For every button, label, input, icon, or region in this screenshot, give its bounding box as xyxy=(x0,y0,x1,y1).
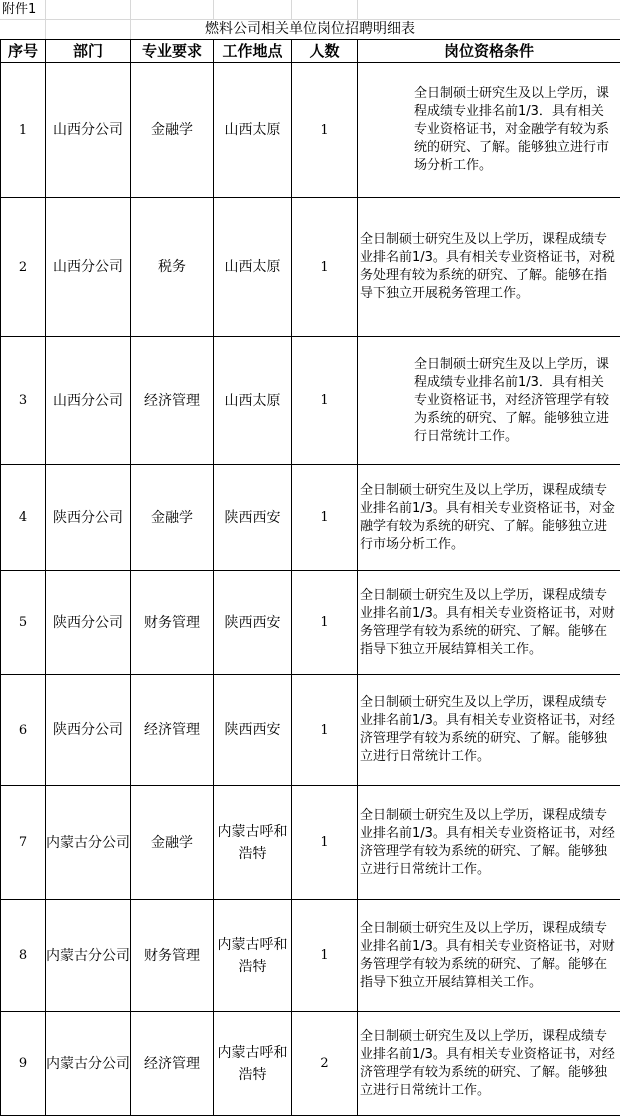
cell-requirements: 全日制硕士研究生及以上学历，课程成绩专业排名前1/3。具有相关专业资格证书，对财务管理学有较为系统的研究、了解。能够在指导下独立开展结算相关工作。 xyxy=(358,571,620,675)
cell-major: 财务管理 xyxy=(131,571,214,675)
cell-count: 1 xyxy=(292,571,358,675)
cell-seq: 9 xyxy=(1,1012,46,1116)
cell-major: 财务管理 xyxy=(131,900,214,1012)
table-row xyxy=(1,1012,620,1116)
cell-location: 陕西西安 xyxy=(214,675,292,786)
cell-requirements xyxy=(358,337,620,465)
cell-department: 陕西分公司 xyxy=(46,465,131,571)
cell-location: 山西太原 xyxy=(214,337,292,465)
cell-seq: 8 xyxy=(1,900,46,1012)
cell-requirements: 全日制硕士研究生及以上学历，课程成绩专业排名前1/3。具有相关专业资格证书，对税务处理有较为系统的研究、了解。能够在指导下独立开展税务管理工作。 xyxy=(358,198,620,337)
cell-count: 1 xyxy=(292,900,358,1012)
cell-location: 内蒙古呼和浩特 xyxy=(214,1012,292,1116)
header-count: 人数 xyxy=(292,40,358,63)
cell-seq: 3 xyxy=(1,337,46,465)
requirements-text: 全日制硕士研究生及以上学历，课程成绩专业排名前1/3．具有相关专业资格证书，对经济管理学有较为系统的研究、了解。能够独立进行日常统计工作。 xyxy=(360,356,618,446)
cell-seq: 1 xyxy=(1,63,46,198)
cell-major: 金融学 xyxy=(131,63,214,198)
cell-major: 税务 xyxy=(131,198,214,337)
cell-location: 陕西西安 xyxy=(214,465,292,571)
table-row xyxy=(1,786,620,900)
grid-line xyxy=(291,0,292,20)
cell-requirements: 全日制硕士研究生及以上学历，课程成绩专业排名前1/3。具有相关专业资格证书，对经济管理学有较为系统的研究、了解。能够独立进行日常统计工作。 xyxy=(358,1012,620,1116)
cell-major: 金融学 xyxy=(131,786,214,900)
cell-count: 1 xyxy=(292,337,358,465)
cell-location: 山西太原 xyxy=(214,198,292,337)
cell-seq: 7 xyxy=(1,786,46,900)
grid-line xyxy=(213,0,214,20)
cell-major: 经济管理 xyxy=(131,675,214,786)
cell-requirements: 全日制硕士研究生及以上学历，课程成绩专业排名前1/3。具有相关专业资格证书，对经济管理学有较为系统的研究、了解。能够独立进行日常统计工作。 xyxy=(358,786,620,900)
requirements-text: 全日制硕士研究生及以上学历，课程成绩专业排名前1/3．具有相关专业资格证书，对金融学有较为系统的研究、了解。能够独立进行市场分析工作。 xyxy=(360,85,618,175)
cell-count: 1 xyxy=(292,198,358,337)
cell-major: 经济管理 xyxy=(131,1012,214,1116)
cell-count: 1 xyxy=(292,63,358,198)
table-row xyxy=(1,465,620,571)
cell-count: 2 xyxy=(292,1012,358,1116)
header-seq: 序号 xyxy=(1,40,46,63)
cell-seq: 4 xyxy=(1,465,46,571)
cell-major: 经济管理 xyxy=(131,337,214,465)
cell-count: 1 xyxy=(292,465,358,571)
table-row xyxy=(1,675,620,786)
header-department: 部门 xyxy=(46,40,131,63)
cell-department: 山西分公司 xyxy=(46,337,131,465)
cell-location: 内蒙古呼和浩特 xyxy=(214,786,292,900)
cell-department: 内蒙古分公司 xyxy=(46,1012,131,1116)
table-row xyxy=(1,198,620,337)
cell-department: 山西分公司 xyxy=(46,63,131,198)
cell-seq: 5 xyxy=(1,571,46,675)
table-row xyxy=(1,63,620,198)
table-header-row xyxy=(1,40,620,63)
page-title: 燃料公司相关单位岗位招聘明细表 xyxy=(0,20,620,39)
cell-location: 陕西西安 xyxy=(214,571,292,675)
table-row xyxy=(1,900,620,1012)
header-location: 工作地点 xyxy=(214,40,292,63)
cell-department: 内蒙古分公司 xyxy=(46,900,131,1012)
cell-requirements: 全日制硕士研究生及以上学历，课程成绩专业排名前1/3。具有相关专业资格证书，对金融学有较为系统的研究、了解。能够独立进行市场分析工作。 xyxy=(358,465,620,571)
cell-count: 1 xyxy=(292,675,358,786)
cell-seq: 6 xyxy=(1,675,46,786)
cell-department: 陕西分公司 xyxy=(46,675,131,786)
cell-requirements xyxy=(358,63,620,198)
cell-requirements: 全日制硕士研究生及以上学历，课程成绩专业排名前1/3。具有相关专业资格证书，对经济管理学有较为系统的研究、了解。能够独立进行日常统计工作。 xyxy=(358,675,620,786)
cell-location: 山西太原 xyxy=(214,63,292,198)
cell-seq: 2 xyxy=(1,198,46,337)
cell-department: 陕西分公司 xyxy=(46,571,131,675)
cell-requirements: 全日制硕士研究生及以上学历，课程成绩专业排名前1/3。具有相关专业资格证书，对财务管理学有较为系统的研究、了解。能够在指导下独立开展结算相关工作。 xyxy=(358,900,620,1012)
attachment-label: 附件1 xyxy=(2,2,36,18)
cell-count: 1 xyxy=(292,786,358,900)
table-row xyxy=(1,337,620,465)
grid-line xyxy=(357,0,358,20)
cell-major: 金融学 xyxy=(131,465,214,571)
cell-department: 内蒙古分公司 xyxy=(46,786,131,900)
recruitment-table xyxy=(0,39,620,1116)
cell-location: 内蒙古呼和浩特 xyxy=(214,900,292,1012)
header-requirements: 岗位资格条件 xyxy=(358,40,620,63)
header-major: 专业要求 xyxy=(131,40,214,63)
attachment-row xyxy=(0,0,620,20)
table-row xyxy=(1,571,620,675)
cell-department: 山西分公司 xyxy=(46,198,131,337)
